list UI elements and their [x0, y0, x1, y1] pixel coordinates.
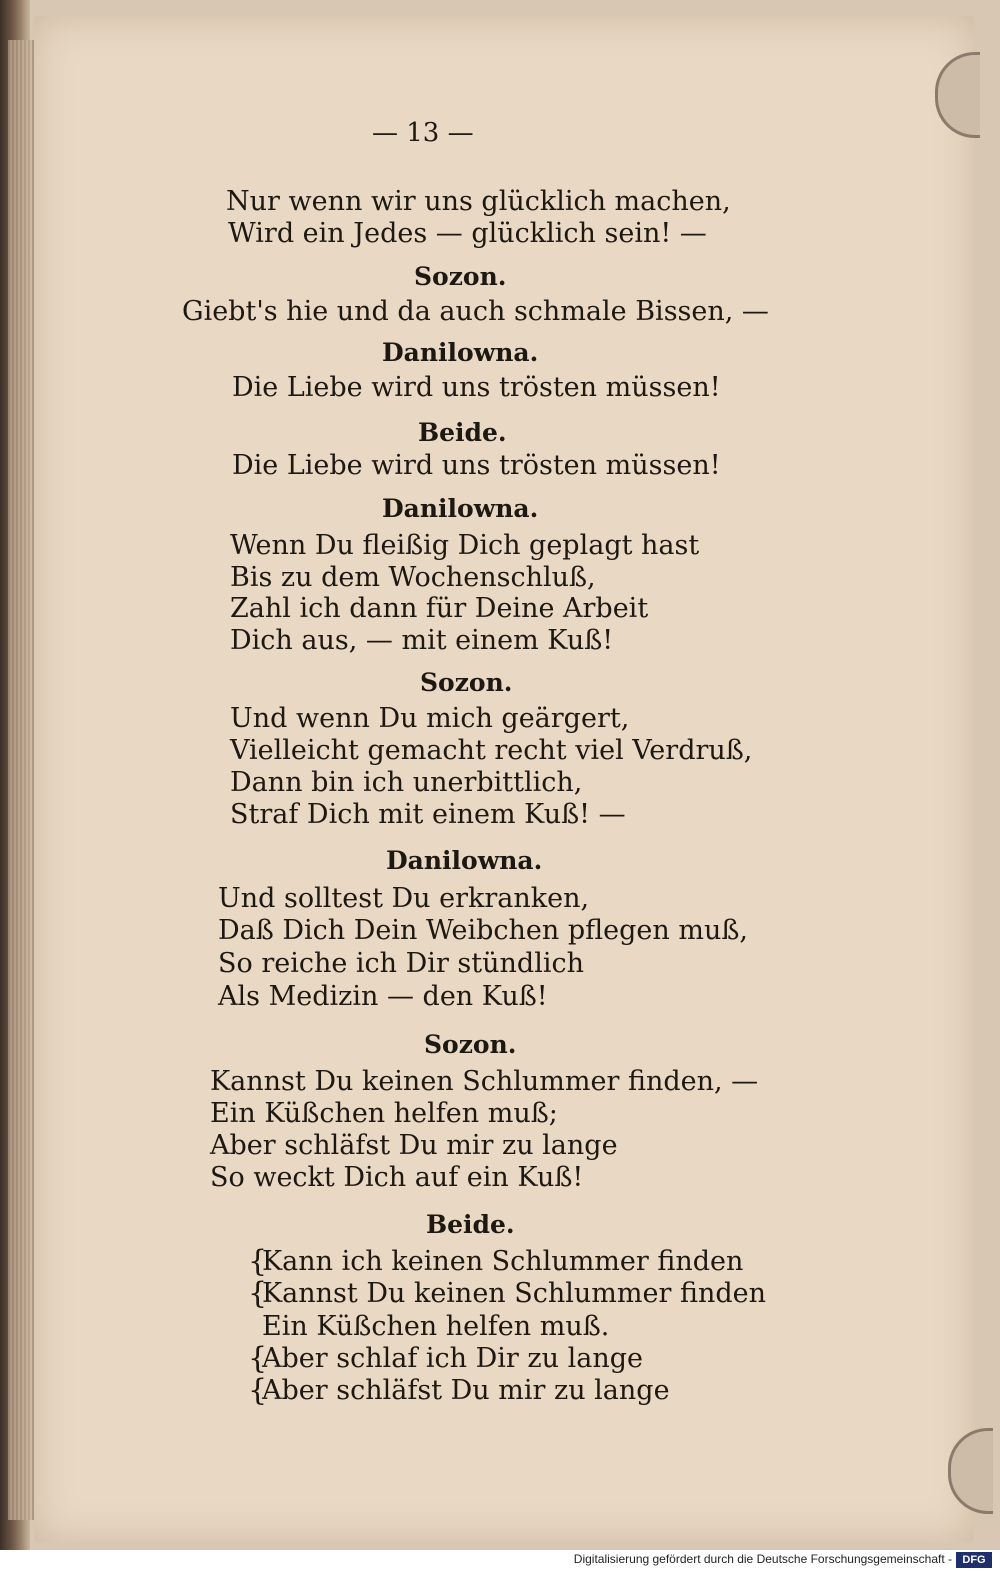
verse-line: Wird ein Jedes — glücklich sein! — [228, 218, 707, 249]
verse-line: Dann bin ich unerbittlich, [230, 767, 583, 798]
verse-line: Vielleicht gemacht recht viel Verdruß, [230, 735, 753, 766]
verse-line: Daß Dich Dein Weibchen pflegen muß, [218, 915, 748, 946]
verse-line: Aber schläfst Du mir zu lange [262, 1375, 670, 1406]
verse-line: Aber schlaf ich Dir zu lange [262, 1343, 644, 1374]
speaker-heading: Beide. [418, 418, 507, 447]
verse-line: Dich aus, — mit einem Kuß! [230, 625, 614, 656]
verse-line: So reiche ich Dir stündlich [218, 948, 584, 979]
brace-mark: { [248, 1244, 268, 1279]
verse-line: Giebt's hie und da auch schmale Bissen, — [182, 296, 769, 327]
speaker-heading: Beide. [426, 1210, 515, 1239]
verse-line: Ein Küßchen helfen muß; [210, 1098, 558, 1129]
verse-line: So weckt Dich auf ein Kuß! [210, 1162, 584, 1193]
brace-mark: { [248, 1373, 268, 1408]
verse-line: Die Liebe wird uns trösten müssen! [232, 372, 721, 403]
speaker-heading: Danilowna. [386, 846, 543, 875]
verse-line: Ein Küßchen helfen muß. [262, 1311, 610, 1342]
digitization-credit: Digitalisierung gefördert durch die Deutsche Forschungsgemeinschaft - [573, 1552, 952, 1566]
brace-mark: { [248, 1276, 268, 1311]
verse-line: Wenn Du fleißig Dich geplagt hast [230, 530, 700, 561]
verse-line: Als Medizin — den Kuß! [218, 981, 548, 1012]
speaker-heading: Sozon. [420, 668, 513, 697]
brace-mark: { [248, 1341, 268, 1376]
speaker-heading: Danilowna. [382, 494, 539, 523]
page-edges [8, 40, 34, 1520]
verse-line: Straf Dich mit einem Kuß! — [230, 799, 626, 830]
verse-line: Aber schläfst Du mir zu lange [210, 1130, 618, 1161]
verse-line: Kannst Du keinen Schlummer finden, — [210, 1066, 759, 1097]
speaker-heading: Sozon. [414, 262, 507, 291]
verse-line: Zahl ich dann für Deine Arbeit [230, 593, 649, 624]
page-number: — 13 — [372, 118, 474, 148]
verse-line: Kann ich keinen Schlummer finden [262, 1246, 744, 1277]
verse-line: Nur wenn wir uns glücklich machen, [226, 186, 731, 217]
verse-line: Kannst Du keinen Schlummer finden [262, 1278, 767, 1309]
verse-line: Bis zu dem Wochenschluß, [230, 562, 596, 593]
verse-line: Die Liebe wird uns trösten müssen! [232, 450, 721, 481]
speaker-heading: Danilowna. [382, 338, 539, 367]
speaker-heading: Sozon. [424, 1030, 517, 1059]
dfg-logo: DFG [956, 1552, 992, 1568]
verse-line: Und wenn Du mich geärgert, [230, 703, 630, 734]
verse-line: Und solltest Du erkranken, [218, 883, 590, 914]
